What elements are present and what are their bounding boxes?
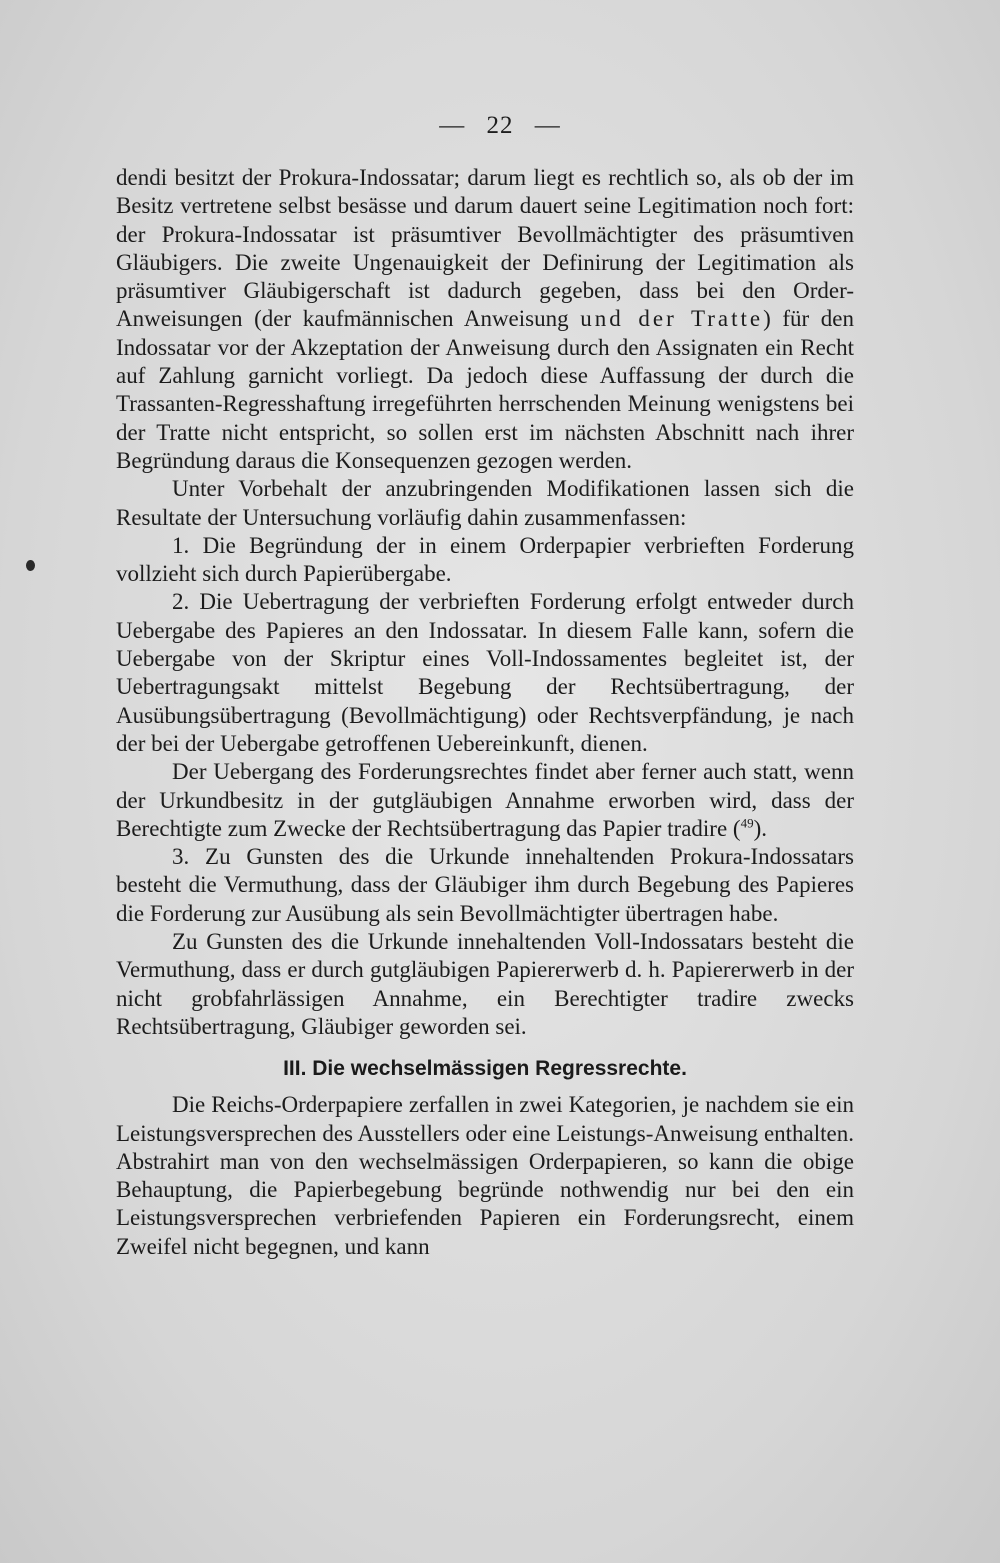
paragraph-continuation — [116, 164, 854, 475]
paragraph-point-1: 1. Die Begründung der in einem Orderpapier verbrieften Forderung vollzieht sich durch Papierübergabe. — [116, 532, 854, 587]
paragraph-summary-intro: Unter Vorbehalt der anzubringenden Modifikationen lassen sich die Resultate der Untersuchung vorläufig dahin zusammenfassen: — [116, 476, 854, 530]
paragraph-text-end: ). — [753, 815, 767, 841]
body-text — [116, 164, 854, 1261]
paragraph-text: Der Uebergang des Forderungsrechtes findet aber ferner auch statt, wenn der Urkundbesitz in der gutgläubigen Annahme erworben wird, dass der Berechtigte zum Zwecke der Rechtsübertragung das Papier tradire ( — [116, 759, 854, 841]
paragraph-point-2: 2. Die Uebertragung der verbrieften Forderung erfolgt entweder durch Uebergabe des Papieres an den Indossatar. In diesem Falle kann, sofern die Uebergabe von der Skriptur eines Voll-Indossamentes begleitet ist, der Uebertragungsakt mittelst Begebung der Rechtsübertragung, der Ausübungsübertragung (Bevollmächtigung) oder Rechtsverpfändung, je nach der bei der Uebergabe getroffenen Uebereinkunft, dienen. — [116, 589, 854, 756]
paragraph-section-start: Die Reichs-Orderpapiere zerfallen in zwei Kategorien, je nachdem sie ein Leistungsversprechen des Ausstellers oder eine Leistungs-Anweisung enthalten. Abstrahirt man von den wechselmässigen Orderpapieren, so kann die obige Behauptung, die Papierbegebung begründe nothwendig nur bei den ein Leistungsversprechen verbriefenden Papieren ein Forderungsrecht, einem Zweifel nicht begegnen, und kann — [116, 1092, 854, 1259]
footnote-reference: 49 — [740, 815, 754, 831]
ink-speck — [26, 560, 35, 571]
page-number: — 22 — — [439, 112, 561, 139]
paragraph-point-3: 3. Zu Gunsten des die Urkunde innehaltenden Prokura-Indossatars besteht die Vermuthung, dass der Gläubiger ihm durch Begebung des Papieres die Forderung zur Ausübung als sein Bevollmächtigter übertragen habe. — [116, 844, 854, 926]
paragraph-point-2-continued — [116, 758, 854, 843]
paragraph-text-end: ) für den Indossatar vor der Akzeptation der Anweisung durch den Assignaten ein Recht auf Zahlung garnicht vorliegt. Da jedoch diese Auffassung der durch die Trassanten-Regresshaftung irregeführten herrschenden Meinung wenigstens bei der Tratte nicht entspricht, so sollen erst im nächsten Abschnitt nach ihrer Begründung daraus die Konsequenzen gezogen werden. — [116, 306, 855, 473]
paragraph-point-3-continued: Zu Gunsten des die Urkunde innehaltenden Voll-Indossatars besteht die Vermuthung, dass er durch gutgläubigen Papiererwerb d. h. Papiererwerb in der nicht grobfahrlässigen Annahme, ein Berechtigter tradire zwecks Rechtsübertragung, Gläubiger geworden sei. — [116, 929, 854, 1039]
spaced-emphasis: und der Tratte — [580, 306, 764, 332]
paragraph-text: dendi besitzt der Prokura-Indossatar; darum liegt es rechtlich so, als ob der im Besitz vertretene selbst besässe und darum dauert seine Legitimation noch fort: der Prokura-Indossatar ist präsumtiver Bevollmächtigter des präsumtiven Gläubigers. Die zweite Ungenauigkeit der Definirung der Legitimation als präsumtiver Gläubigerschaft ist dadurch gegeben, dass bei den Order-Anweisungen (der kaufmännischen Anweisung — [116, 165, 854, 332]
section-heading: III. Die wechselmässigen Regressrechte. — [283, 1057, 687, 1081]
